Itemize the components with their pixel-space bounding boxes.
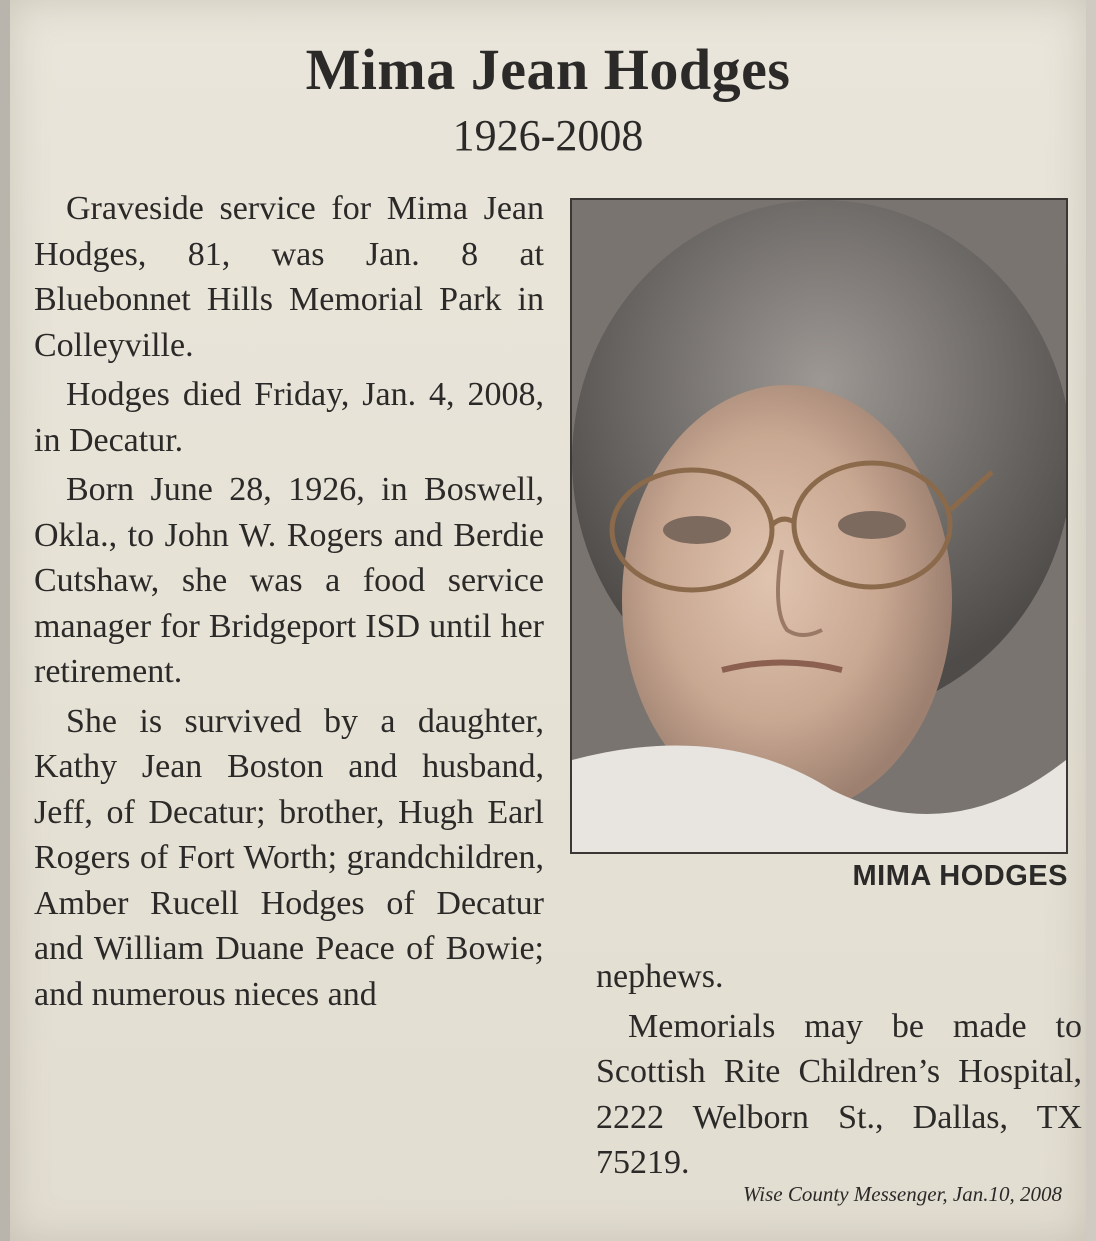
paragraph-survivors: She is survived by a daughter, Kathy Jean Boston and husband, Jeff, of Decatur; brother, Hugh Earl Rogers of Fort Worth; grandchildren, Amber Rucell Hodges of Decatur and William Duane Peace of Bowie; and numerous nieces and	[34, 702, 544, 1013]
obituary-name: Mima Jean Hodges	[305, 37, 791, 102]
obituary-body-right-column	[596, 954, 1082, 1190]
paragraph-memorials: Memorials may be made to Scottish Rite Children’s Hospital, 2222 Welborn St., Dallas, TX 75219.	[596, 1007, 1082, 1181]
photo-caption: MIMA HODGES	[852, 860, 1068, 892]
obituary-years: 1926-2008	[452, 111, 644, 160]
paragraph-continued: nephews.	[596, 958, 724, 995]
paragraph-graveside: Graveside service for Mima Jean Hodges, 81, was Jan. 8 at Bluebonnet Hills Memorial Park in Colleyville.	[34, 190, 544, 364]
portrait-photo	[570, 198, 1068, 854]
obituary-body-left-column	[34, 186, 544, 1021]
portrait-image	[572, 200, 1066, 852]
paragraph-death: Hodges died Friday, Jan. 4, 2008, in Decatur.	[34, 376, 544, 459]
source-credit: Wise County Messenger, Jan.10, 2008	[742, 1182, 1062, 1206]
paragraph-birth: Born June 28, 1926, in Boswell, Okla., to John W. Rogers and Berdie Cutshaw, she was a food service manager for Bridgeport ISD until her retirement.	[34, 471, 544, 690]
newspaper-clipping	[10, 0, 1086, 1241]
